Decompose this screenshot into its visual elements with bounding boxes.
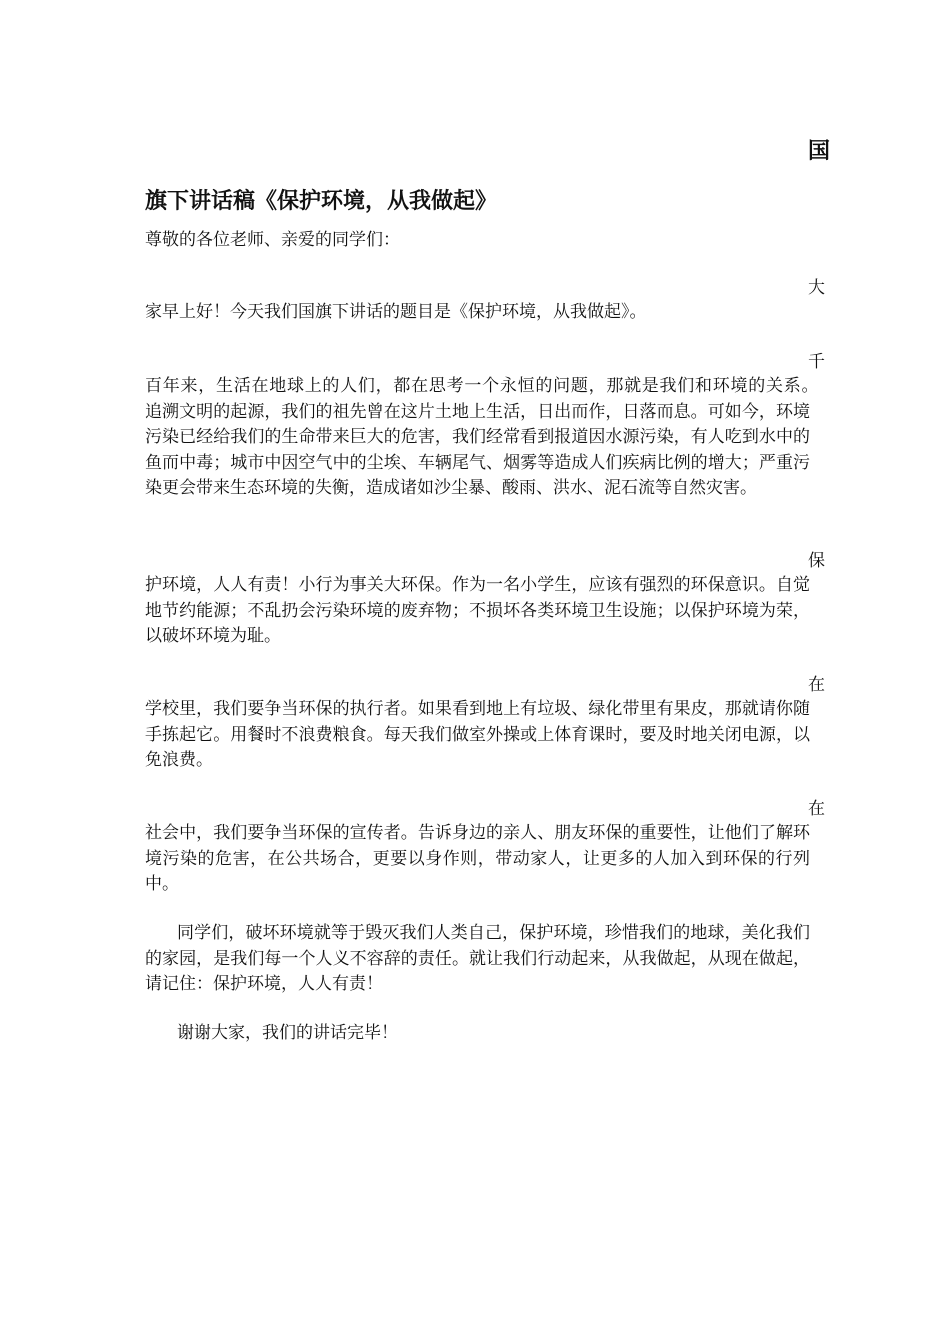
title-lead-char: 国 <box>808 138 831 164</box>
paragraph-responsibility: 护环境，人人有责！小行为事关大环保。作为一名小学生，应该有强烈的环保意识。自觉地节约能源；不乱扔会污染环境的废弃物；不损坏各类环境卫生设施；以保护环境为荣，以破坏环境为耻。 <box>145 575 810 646</box>
paragraph-society: 社会中，我们要争当环保的宣传者。告诉身边的亲人、朋友环保的重要性，让他们了解环境污染的危害，在公共场合，更要以身作则，带动家人，让更多的人加入到环保的行列中。 <box>145 823 810 894</box>
paragraph-lead-char: 在 <box>808 675 825 695</box>
paragraph-school: 学校里，我们要争当环保的执行者。如果看到地上有垃圾、绿化带里有果皮，那就请你随手拣起它。用餐时不浪费粮食。每天我们做室外操或上体育课时，要及时地关闭电源，以免浪费。 <box>145 699 810 770</box>
paragraph-thanks: 谢谢大家，我们的讲话完毕！ <box>177 1023 398 1043</box>
paragraph-lead-char: 保 <box>808 551 825 571</box>
paragraph-lead-char: 大 <box>808 278 825 298</box>
paragraph-problem: 百年来，生活在地球上的人们，都在思考一个永恒的问题，那就是我们和环境的关系。 追溯文明的起源，我们的祖先曾在这片土地上生活，日出而作，日落而息。可如今，环境污染已经给我们的生命带来巨大的危害，我们经常看到报道因水源污染，有人吃到水中的鱼而中毒；城市中因空气中的尘埃、车辆尾气、烟雾等造成人们疾病比例的增大；严重污染更会带来生态环境的失衡，造成诸如沙尘暴、酸雨、洪水、泥石流等自然灾害。 <box>145 376 827 498</box>
paragraph-lead-char: 在 <box>808 799 825 819</box>
paragraph-greeting: 家早上好！今天我们国旗下讲话的题目是《保护环境，从我做起》。 <box>145 302 647 322</box>
paragraph-lead-char: 千 <box>808 352 825 372</box>
document-title: 旗下讲话稿《保护环境，从我做起》 <box>145 188 498 214</box>
salutation: 尊敬的各位老师、亲爱的同学们： <box>145 230 400 250</box>
paragraph-call-to-action: 同学们，破坏环境就等于毁灭我们人类自己，保护环境，珍惜我们的地球，美化我们的家园，是我们每一个人义不容辞的责任。就让我们行动起来，从我做起，从现在做起，请记住：保护环境，人人有责！ <box>145 923 810 994</box>
